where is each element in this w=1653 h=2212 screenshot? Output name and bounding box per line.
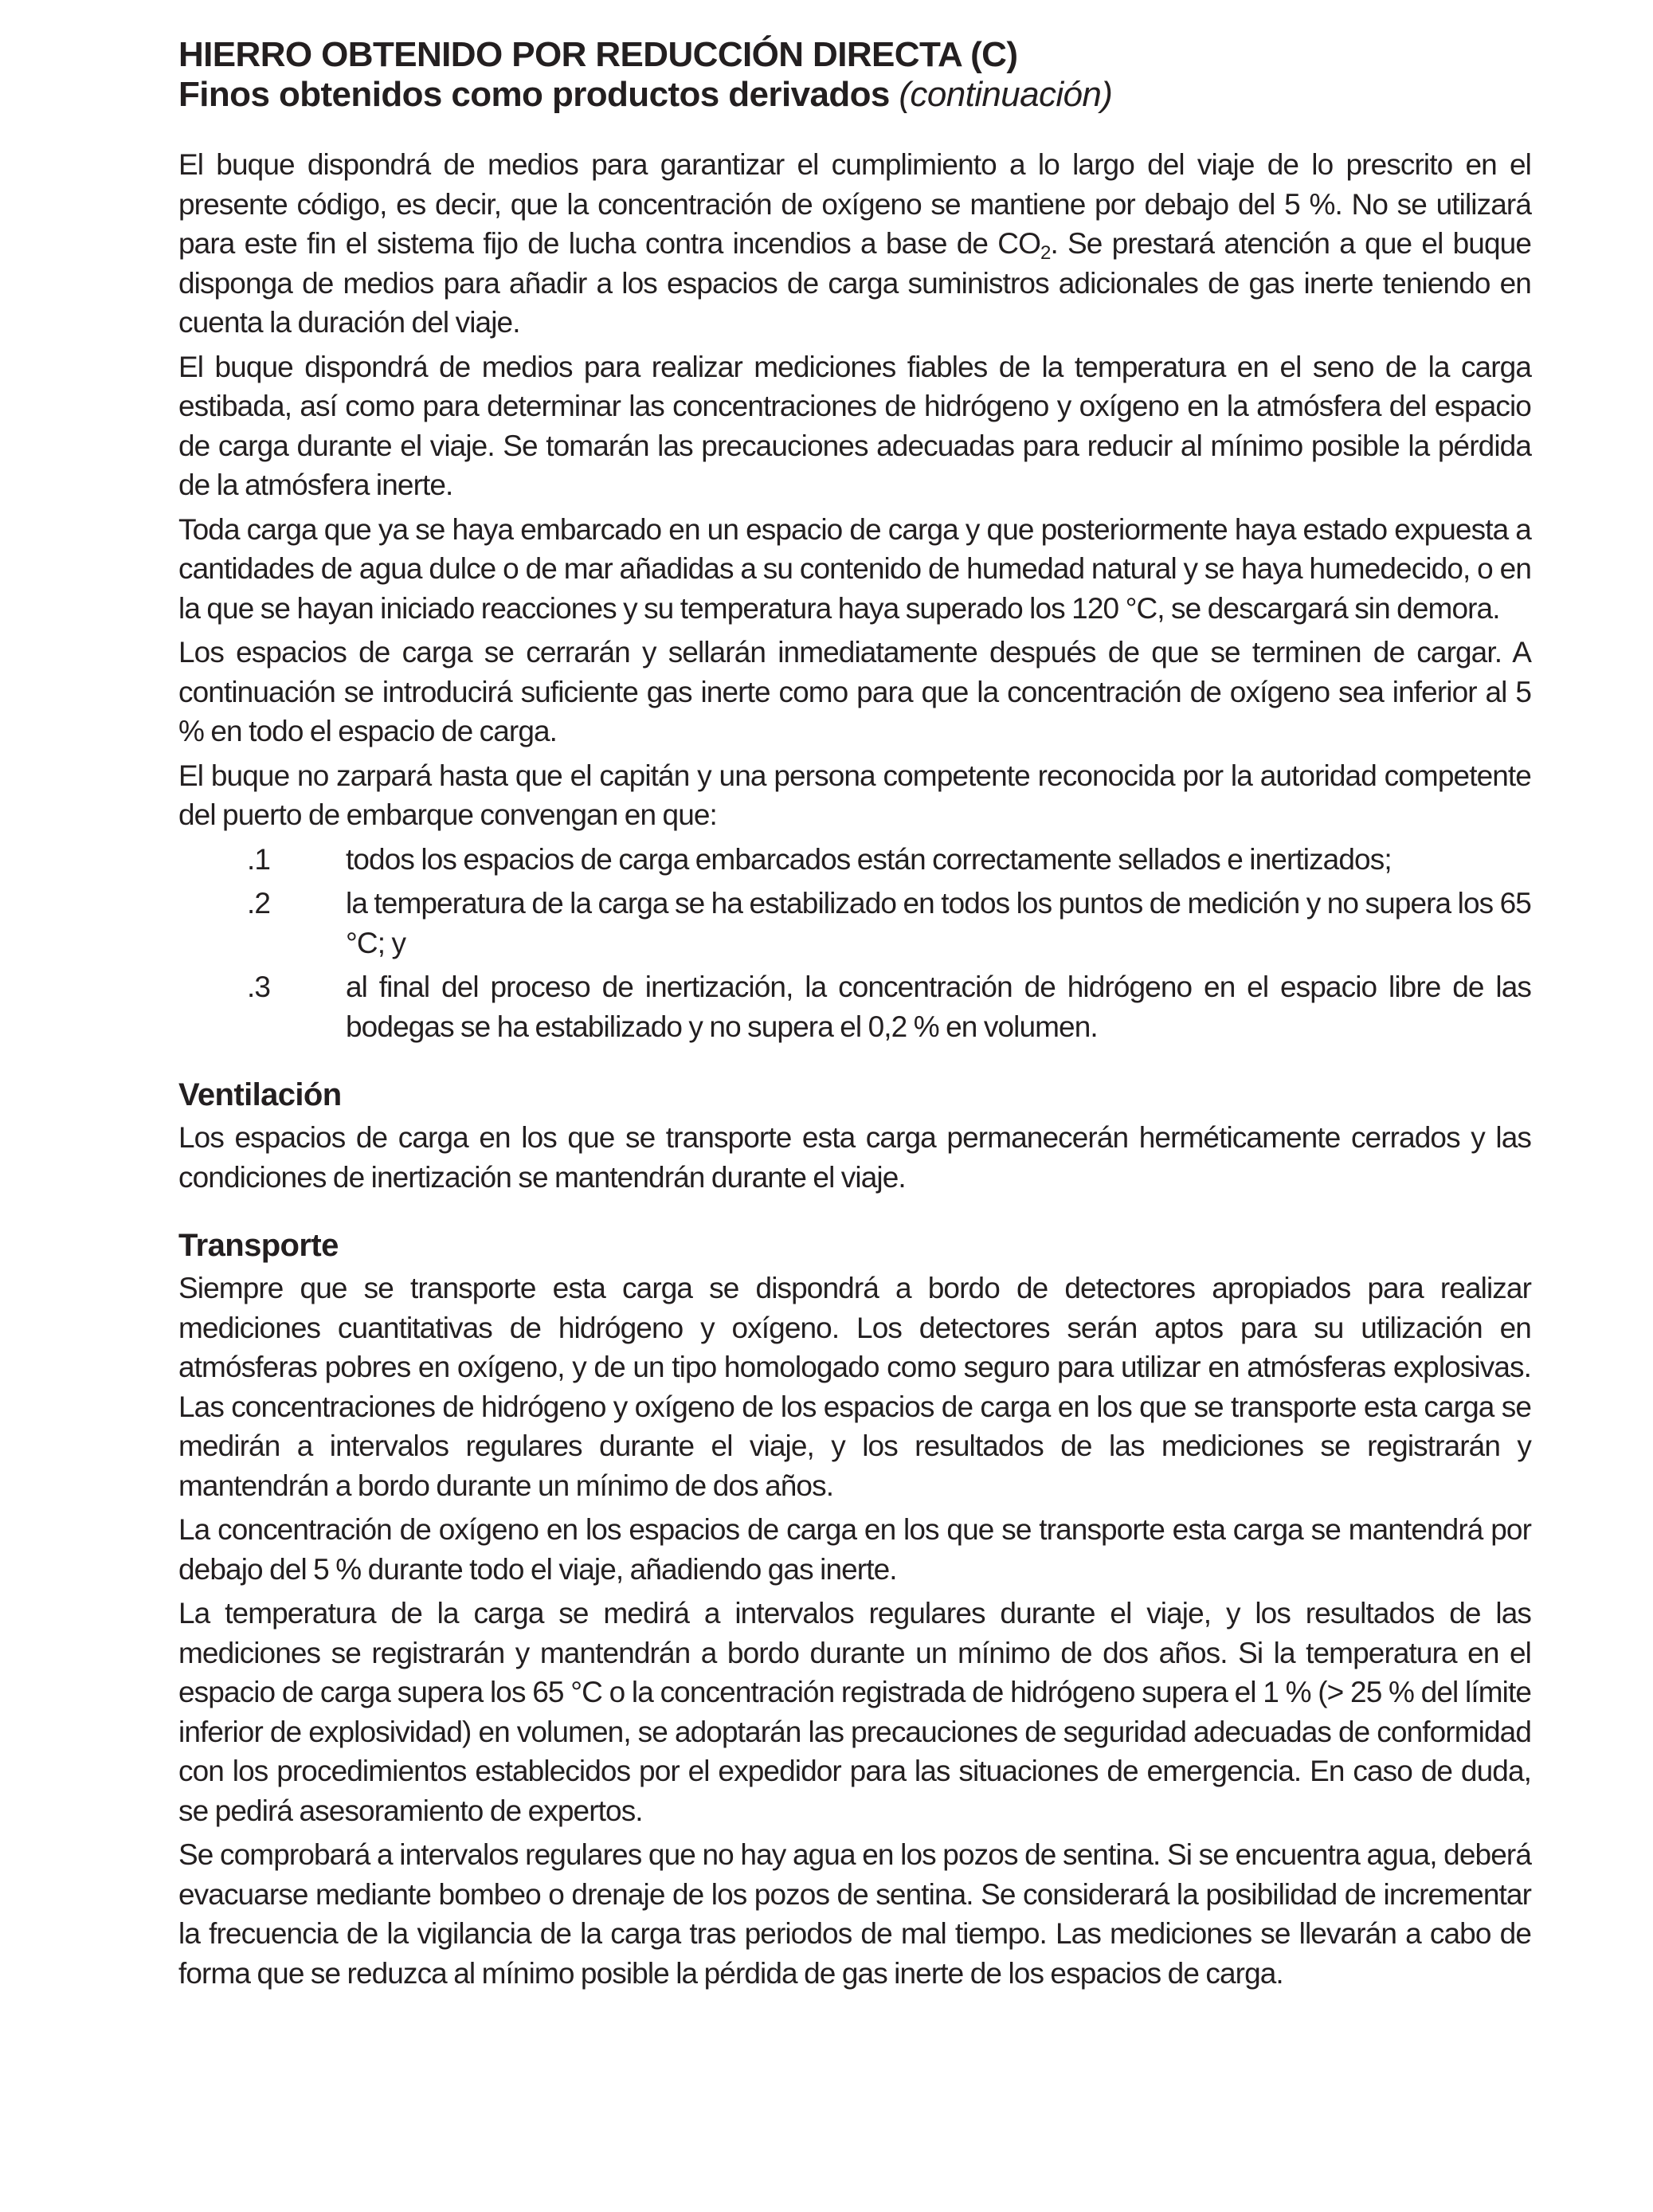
list-item	[178, 840, 1531, 880]
transporte-paragraph-2: La concentración de oxígeno en los espacios de carga en los que se transporte esta carga se mantendrá por debajo del 5 % durante todo el viaje, añadiendo gas inerte.	[178, 1513, 1531, 1586]
subtitle-text: Finos obtenidos como productos derivados	[178, 75, 890, 114]
intro-p1-part2: . Se prestará atención a que el buque disponga de medios para añadir a los espacios de carga suministros adicionales de gas inerte teniendo en cuenta la duración del viaje.	[178, 227, 1531, 339]
intro-paragraph-2: El buque dispondrá de medios para realizar mediciones fiables de la temperatura en el seno de la carga estibada, así como para determinar las concentraciones de hidrógeno y oxígeno en la atmósfera del espacio de carga durante el viaje. Se tomarán las precauciones adecuadas para reducir al mínimo posible la pérdida de la atmósfera inerte.	[178, 350, 1531, 501]
co2-subscript: 2	[1040, 242, 1051, 265]
section-heading-transporte: Transporte	[178, 1228, 339, 1263]
list-item-text: todos los espacios de carga embarcados están correctamente sellados e inertizados;	[346, 842, 1392, 876]
list-item	[178, 967, 1531, 1046]
intro-paragraph-1	[178, 145, 1531, 343]
document-page	[178, 35, 1531, 1998]
intro-paragraph-4: Los espacios de carga se cerrarán y sellarán inmediatamente después de que se terminen de cargar. A continuación se introducirá suficiente gas inerte como para que la concentración de oxígeno sea inferior al 5 % en todo el espacio de carga.	[178, 636, 1531, 747]
subtitle-continuation-note: (continuación)	[899, 75, 1113, 114]
list-item-number: .2	[247, 887, 271, 920]
transporte-paragraph-3: La temperatura de la carga se medirá a intervalos regulares durante el viaje, y los resultados de las mediciones se registrarán y mantendrán a bordo durante un mínimo de dos años. Si la temperatura en el espacio de carga supera los 65 °C o la concentración registrada de hidrógeno supera el 1 % (> 25 % del límite inferior de explosividad) en volumen, se adoptarán las precauciones de seguridad adecuadas de conformidad con los procedimientos establecidos por el expedidor para las situaciones de emergencia. En caso de duda, se pedirá asesoramiento de expertos.	[178, 1597, 1531, 1827]
section-heading-ventilacion: Ventilación	[178, 1077, 342, 1112]
list-item-text: al final del proceso de inertización, la concentración de hidrógeno en el espacio libre de las bodegas se ha estabilizado y no supera el 0,2 % en volumen.	[346, 971, 1531, 1043]
document-title: HIERRO OBTENIDO POR REDUCCIÓN DIRECTA (C)	[178, 35, 1018, 74]
list-item-number: .1	[247, 842, 271, 876]
ventilacion-paragraph-1: Los espacios de carga en los que se transporte esta carga permanecerán herméticamente cerrados y las condiciones de inertización se mantendrán durante el viaje.	[178, 1121, 1531, 1194]
document-subtitle	[178, 75, 1531, 115]
conditions-list	[178, 840, 1531, 1047]
transporte-paragraph-4: Se comprobará a intervalos regulares que no hay agua en los pozos de sentina. Si se encuentra agua, deberá evacuarse mediante bombeo o drenaje de los pozos de sentina. Se considerará la posibilidad de incrementar la frecuencia de la vigilancia de la carga tras periodos de mal tiempo. Las mediciones se llevarán a cabo de forma que se reduzca al mínimo posible la pérdida de gas inerte de los espacios de carga.	[178, 1838, 1531, 1990]
intro-paragraph-5: El buque no zarpará hasta que el capitán y una persona competente reconocida por la autoridad competente del puerto de embarque convengan en que:	[178, 759, 1531, 831]
intro-paragraph-3: Toda carga que ya se haya embarcado en un espacio de carga y que posteriormente haya estado expuesta a cantidades de agua dulce o de mar añadidas a su contenido de humedad natural y se haya humedecido, o en la que se hayan iniciado reacciones y su temperatura haya superado los 120 °C, se descargará sin demora.	[178, 512, 1531, 625]
transporte-paragraph-1: Siempre que se transporte esta carga se dispondrá a bordo de detectores apropiados para realizar mediciones cuantitativas de hidrógeno y oxígeno. Los detectores serán aptos para su utilización en atmósferas pobres en oxígeno, y de un tipo homologado como seguro para utilizar en atmósferas explosivas. Las concentraciones de hidrógeno y oxígeno de los espacios de carga en los que se transporte esta carga se medirán a intervalos regulares durante el viaje, y los resultados de las mediciones se registrarán y mantendrán a bordo durante un mínimo de dos años.	[178, 1272, 1531, 1502]
intro-p1-part1: El buque dispondrá de medios para garantizar el cumplimiento a lo largo del viaje de lo prescrito en el presente código, es decir, que la concentración de oxígeno se mantiene por debajo del 5 %. No se utilizará para este fin el sistema fijo de lucha contra incendios a base de CO	[178, 148, 1531, 260]
list-item	[178, 884, 1531, 963]
list-item-number: .3	[247, 971, 271, 1003]
list-item-text: la temperatura de la carga se ha estabilizado en todos los puntos de medición y no supera los 65 °C; y	[346, 887, 1531, 959]
